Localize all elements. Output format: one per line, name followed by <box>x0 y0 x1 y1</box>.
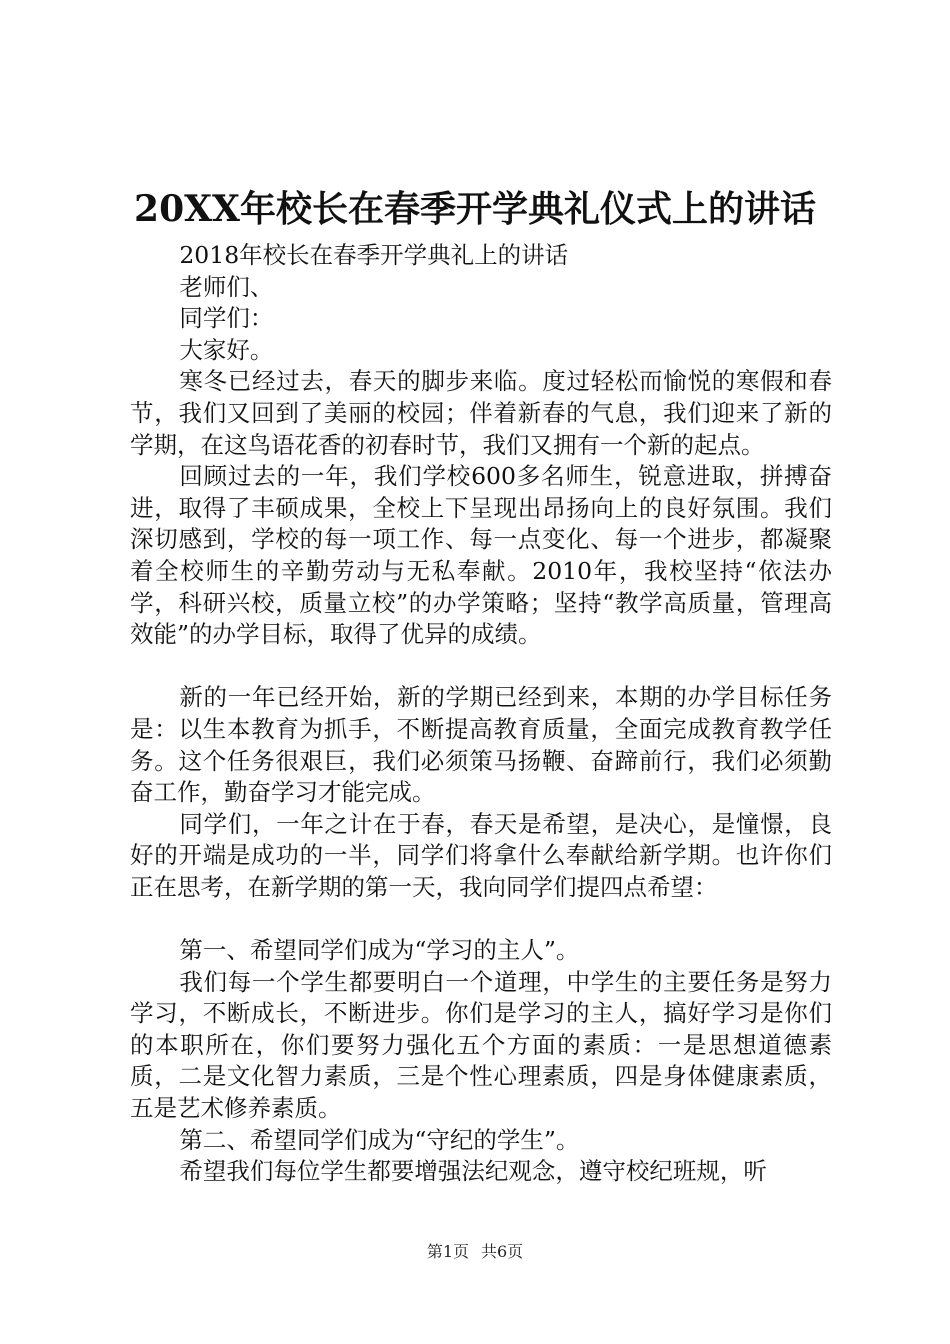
body-paragraph: 寒冬已经过去，春天的脚步来临。度过轻松而愉悦的寒假和春节，我们又回到了美丽的校园；伴着新春的气息，我们迎来了新的学期，在这鸟语花香的初春时节，我们又拥有一个新的起点。 <box>130 367 832 459</box>
body-paragraph: 希望我们每位学生都要增强法纪观念，遵守校纪班规，听 <box>179 1157 767 1186</box>
body-paragraph: 我们每一个学生都要明白一个道理，中学生的主要任务是努力学习，不断成长，不断进步。你们是学习的主人，搞好学习是你们的本职所在，你们要努力强化五个方面的素质：一是思想道德素质，二是文化智力素质，三是个性心理素质，四是身体健康素质，五是艺术修养素质。 <box>130 967 832 1123</box>
body-paragraph: 2018年校长在春季开学典礼上的讲话 <box>179 241 569 269</box>
body-paragraph: 第一、希望同学们成为“学习的主人”。 <box>179 936 580 965</box>
page-number: 第1页 <box>426 1242 469 1261</box>
body-paragraph: 回顾过去的一年，我们学校600多名师生，锐意进取，拼搏奋进，取得了丰硕成果，全校上下呈现出昂扬向上的良好氛围。我们深切感到，学校的每一项工作、每一点变化、每一个进步，都凝聚着全校师生的辛勤劳动与无私奉献。2010年，我校坚持“依法办学，科研兴校，质量立校”的办学策略；坚持“教学高质量，管理高效能”的办学目标，取得了优异的成绩。 <box>130 462 832 649</box>
document-body <box>130 240 832 1188</box>
body-paragraph: 老师们、 <box>179 272 274 301</box>
body-paragraph: 大家好。 <box>179 335 274 364</box>
body-paragraph: 第二、希望同学们成为“守纪的学生”。 <box>179 1125 580 1154</box>
page-footer <box>0 1242 950 1262</box>
body-paragraph: 同学们： <box>179 304 274 333</box>
body-paragraph: 新的一年已经开始，新的学期已经到来，本期的办学目标任务是：以生本教育为抓手，不断提高教育质量，全面完成教育教学任务。这个任务很艰巨，我们必须策马扬鞭、奋蹄前行，我们必须勤奋工作，勤奋学习才能完成。 <box>130 683 832 807</box>
body-paragraph: 同学们，一年之计在于春，春天是希望，是决心，是憧憬，良好的开端是成功的一半，同学们将拿什么奉献给新学期。也许你们正在思考，在新学期的第一天，我向同学们提四点希望： <box>130 809 832 901</box>
page-total: 共6页 <box>481 1242 524 1261</box>
document-title: 20XX年校长在春季开学典礼仪式上的讲话 <box>134 188 816 230</box>
